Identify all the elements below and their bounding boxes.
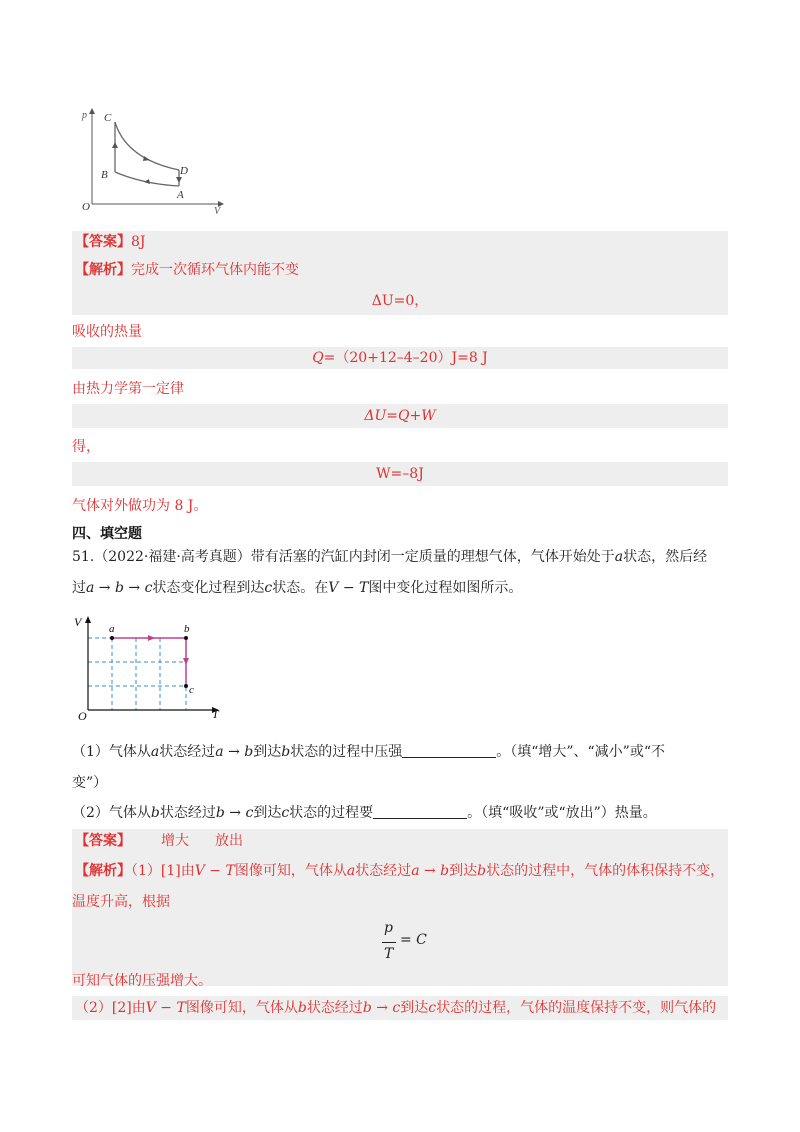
pv-formula: p T = C bbox=[384, 920, 427, 962]
blank-1[interactable] bbox=[402, 743, 496, 758]
q51-analysis-conclusion: 可知气体的压强增大。 bbox=[72, 973, 212, 989]
q51-stem-line1: 51.（2022·福建·高考真题）带有活塞的汽缸内封闭一定质量的理想气体，气体开始处于a状态，然后经 bbox=[72, 549, 708, 565]
point-c-label: C bbox=[104, 112, 112, 124]
q50-answer: 【答案】8J bbox=[75, 234, 146, 250]
q51-analysis-line1: 【解析】（1）[1]由V − T图像可知，气体从a状态经过a → b到达b状态的过程中，气体的体积保持不变， bbox=[75, 863, 725, 879]
p-axis-label: p bbox=[82, 110, 87, 121]
q51-stem-line2: 过a → b → c状态变化过程到达c状态。在V − T图中变化过程如图所示。 bbox=[72, 580, 523, 596]
q50-first-law: 由热力学第一定律 bbox=[72, 381, 184, 397]
blank-2[interactable] bbox=[373, 804, 467, 819]
point-a-label: A bbox=[177, 189, 184, 201]
q50-get: 得， bbox=[72, 439, 100, 455]
state-c-label: c bbox=[189, 684, 194, 696]
q50-eq3: ΔU=Q+W bbox=[364, 408, 436, 424]
state-a-label: a bbox=[109, 623, 115, 635]
pv-cycle-figure bbox=[78, 104, 228, 216]
section-title: 四、填空题 bbox=[72, 526, 142, 542]
q50-conclusion: 气体对外做功为 8 J。 bbox=[72, 498, 208, 514]
v-axis-label: V bbox=[214, 206, 221, 216]
origin-label: O bbox=[82, 201, 90, 213]
t-axis-label: T bbox=[212, 707, 219, 721]
state-b-label: b bbox=[184, 623, 190, 635]
q51-analysis-line2: 温度升高，根据 bbox=[72, 894, 170, 910]
q51-analysis-part2: （2）[2]由V − T图像可知，气体从b状态经过b → c到达c状态的过程，气体的温度保持不变，则气体的 bbox=[75, 1000, 717, 1016]
q50-eq1: ΔU=0， bbox=[371, 293, 429, 309]
q51-sub2: （2）气体从b状态经过b → c到达c状态的过程要 。（填“吸收”或“放出”）热量。 bbox=[72, 805, 657, 821]
q50-eq2: Q=（20+12–4–20）J=8 J bbox=[312, 350, 488, 366]
q51-sub1-cont: 变”） bbox=[72, 775, 108, 791]
q50-eq4: W=–8J bbox=[376, 466, 424, 482]
v-axis-label-2: V bbox=[74, 615, 82, 629]
point-d-label: D bbox=[180, 165, 188, 177]
point-b-label: B bbox=[101, 169, 108, 181]
q51-answer: 【答案】 增大 放出 bbox=[75, 833, 243, 849]
q51-sub1: （1）气体从a状态经过a → b到达b状态的过程中压强 。（填“增大”、“减小”或“不 bbox=[72, 744, 665, 760]
origin-label-2: O bbox=[78, 709, 87, 723]
q50-analysis: 【解析】完成一次循环气体内能不变 bbox=[75, 262, 299, 278]
vt-figure bbox=[72, 612, 232, 726]
q50-absorb: 吸收的热量 bbox=[72, 324, 142, 340]
